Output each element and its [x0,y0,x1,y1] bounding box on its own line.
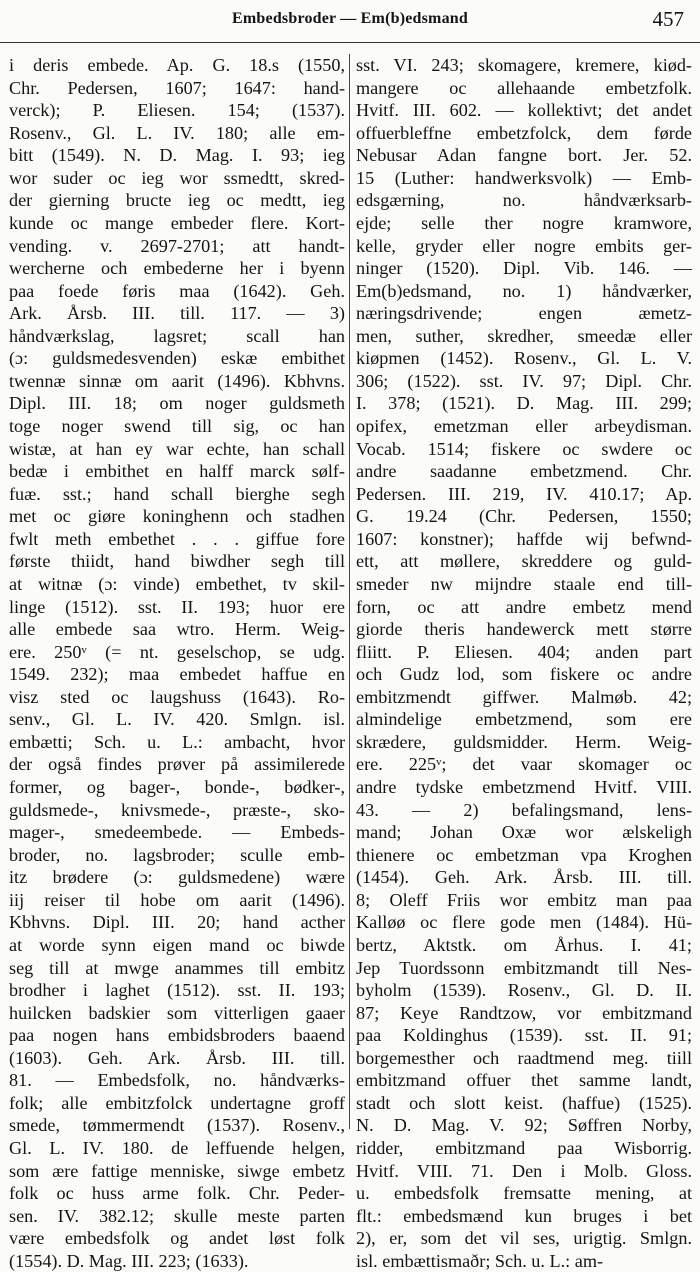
text-line: i deris embede. Ap. G. 18.s (1550, [9,55,345,75]
text-line: bedæ i embithet en halff marck sølf- [9,461,345,482]
text-line: Hvitf. VIII. 71. Den i Molb. Gloss. [356,1160,692,1181]
text-line: wistæ, at han ey war echte, han schall [9,438,345,459]
text-line: G. 19.24 (Chr. Pedersen, 1550; [356,506,692,527]
text-line: første thiidt, hand biwdher segh till [9,551,345,572]
text-line: paa Koldinghus (1539). sst. II. 91; [356,1025,692,1046]
text-line: bertz, Aktstk. om Århus. I. 41; [356,934,692,955]
text-line: ninger (1520). Dipl. Vib. 146. — [356,258,692,279]
text-line: (1603). Geh. Ark. Årsb. III. till. [9,1047,345,1068]
text-line: edsgærning, no. håndværksarb- [356,190,692,211]
text-line: håndværkslag, lagsret; scall han [9,325,345,346]
text-line: ett, att møllere, skreddere og guld- [356,551,692,572]
right-column [356,54,692,1271]
text-line: fwlt meth embethet . . . giffue fore [9,528,345,549]
text-line: at worde synn eigen mand oc biwde [9,934,345,955]
text-line: fliitt. P. Eliesen. 404; anden part [356,641,692,662]
text-line: Kbhvns. Dipl. III. 20; hand acther [9,912,345,933]
column-divider [349,54,350,1129]
text-line: men, suther, skredher, smeedæ eller [356,325,692,346]
text-line: kiøpmen (1452). Rosenv., Gl. L. V. [356,348,692,369]
text-line: embætti; Sch. u. L.: ambacht, hvor [9,731,345,752]
page-number: 457 [652,7,684,31]
text-line: andre tydske embetzmend Hvitf. VIII. [356,777,692,797]
text-line: (1454). Geh. Ark. Årsb. III. till. [356,867,692,888]
text-line: være embedsfolk og andet løst folk [9,1228,345,1249]
text-line: wor suder oc ieg wor ssmedtt, skred- [9,167,345,188]
text-line: alle embede saa wtro. Herm. Weig- [9,619,345,640]
text-line: næringsdrivende; engen æmetz- [356,303,692,324]
left-column [9,54,345,1271]
text-line: sen. IV. 382.12; skulle meste parten [9,1205,345,1226]
text-line: bitt (1549). N. D. Mag. I. 93; ieg [9,145,345,166]
text-line: Chr. Pedersen, 1607; 1647: hand- [9,77,345,98]
text-line: linge (1512). sst. II. 193; huor ere [9,596,345,617]
text-line: 1607: konstner); haffde wij befwnd- [356,528,692,549]
text-line: Jep Tuordssonn embitzmandt till Nes- [356,957,692,978]
text-line: wercherne och embederne her i byenn [9,258,345,279]
text-line: embitzmand offuer thet samme landt, [356,1070,692,1091]
text-line: 43. — 2) befalingsmand, lens- [356,799,692,820]
text-line: der også findes prøver på assimilerede [9,754,345,775]
text-line: skrædere, guldsmidder. Herm. Weig- [356,731,692,752]
header-rule [0,42,700,43]
text-line: Ark. Årsb. III. till. 117. — 3) [9,303,345,324]
text-line: ejde; selle ther nogre kramwore, [356,212,692,233]
text-line: visz sted oc laugshuss (1643). Ro- [9,686,345,707]
text-line: stadt och slott keist. (haffue) (1525). [356,1092,692,1113]
text-line: Em(b)edsmand, no. 1) håndværker, [356,280,692,301]
text-line: iij reiser til hobe om aarit (1496). [9,889,345,910]
text-line: 2), er, som det vil ses, urigtig. Smlgn. [356,1228,692,1249]
text-line: Vocab. 1514; fiskere oc swdere oc [356,438,692,459]
text-line: Gl. L. IV. 180. de leffuende helgen, [9,1138,345,1158]
text-line: Nebusar Adan fangne bort. Jer. 52. [356,145,692,166]
text-line: giorde theris handewerck mett større [356,619,692,640]
text-line: Kalløø oc flere gode men (1484). Hü- [356,912,692,933]
text-line: vending. v. 2697-2701; att handt- [9,235,345,256]
text-line: twennæ sinnæ om aarit (1496). Kbhvns. [9,370,345,391]
text-line: byholm (1539). Rosenv., Gl. D. II. [356,980,692,1001]
text-line: der gierning bructe ieg oc medtt, ieg [9,190,345,211]
text-line: itz brødere (ɔ: guldsmedene) wære [9,867,345,888]
running-title: Embedsbroder — Em(b)edsmand [232,10,468,27]
text-line: N. D. Mag. V. 92; Søffren Norby, [356,1115,692,1136]
text-line: som ære fattige menniske, siwge embetz [9,1160,345,1181]
text-line: brodher i laghet (1512). sst. II. 193; [9,980,345,1001]
text-line: 1549. 232); maa embedet haffue en [9,664,345,685]
text-line: (1554). D. Mag. III. 223; (1633). [9,1250,249,1271]
text-line: broder, no. lagsbroder; sculle emb- [9,844,345,865]
text-line: senv., Gl. L. IV. 420. Smlgn. isl. [9,709,345,730]
text-line: borgemesther och raadtmend meg. tiill [356,1047,692,1068]
text-line: at witnæ (ɔ: vinde) embethet, tv skil- [9,573,345,594]
text-line: I. 378; (1521). D. Mag. III. 299; [356,393,692,414]
text-line: offuerbleffne embetzfolck, dem førde [356,122,692,143]
text-line: opifex, emetzman eller arbeydisman. [356,416,692,436]
text-line: Pedersen. III. 219, IV. 410.17; Ap. [356,483,692,504]
text-line: fuæ. sst.; hand schall bierghe segh [9,483,345,504]
text-line: smeder nw mijndre staale end till- [356,573,692,594]
text-line: almindelige embetzmend, som ere [356,709,692,730]
text-line: u. embedsfolk fremsatte mening, at [356,1183,692,1204]
text-line: Hvitf. III. 602. — kollektivt; det andet [356,100,692,121]
text-line: och Gudz lod, som fiskere oc andre [356,664,692,685]
text-line: 306; (1522). sst. IV. 97; Dipl. Chr. [356,370,692,391]
text-line: kunde oc mange embeder flere. Kort- [9,212,345,233]
text-line: 87; Keye Randtzow, vor embitzmand [356,1002,692,1023]
text-line: 8; Oleff Friis wor embitz man paa [356,889,692,910]
text-line: sst. VI. 243; skomagere, kremere, kiød- [356,55,692,75]
text-line: met oc giøre koninghenn och stadhen [9,506,345,527]
text-line: folk; alle embitzfolck undertagne groff [9,1092,345,1113]
text-line: smede, tømmermendt (1537). Rosenv., [9,1115,345,1136]
text-line: guldsmede-, knivsmede-, præste-, sko- [9,799,345,820]
text-line: 81. — Embedsfolk, no. håndværks- [9,1070,345,1091]
text-line: paa foede føris maa (1642). Geh. [9,280,345,301]
text-line: verck); P. Eliesen. 154; (1537). [9,100,345,121]
text-line: andre saadanne embetzmend. Chr. [356,461,692,482]
text-line: Dipl. III. 18; om noger guldsmeth [9,393,345,414]
text-line: seg till at mwge anammes till embitz [9,957,345,978]
text-line: mand; Johan Oxæ wor ælskeligh [356,822,692,843]
text-line: 15 (Luther: handwerksvolk) — Emb- [356,167,692,188]
text-line: mager-, smedeembede. — Embeds- [9,822,345,843]
text-line: ere. 225ᵛ; det vaar skomager oc [356,754,692,775]
text-line: toge noger swend till sig, oc han [9,416,345,436]
text-line: Rosenv., Gl. L. IV. 180; alle em- [9,122,345,143]
text-line: (ɔ: guldsmedesvenden) eskæ embithet [9,348,345,369]
text-line: paa nogen hans embidsbroders baaend [9,1025,345,1046]
text-line: embitzmendt giffwer. Malmøb. 42; [356,686,692,707]
text-line: thienere oc embetzman vpa Kroghen [356,844,692,865]
text-line: huilcken badskier som vitterligen gaaer [9,1002,345,1023]
text-line: kelle, gryder eller nogre embits ger- [356,235,692,256]
text-line: ridder, embitzmand paa Wisborrig. [356,1138,692,1158]
page-header [0,0,700,40]
text-line: former, og bager-, bonde-, bødker-, [9,777,345,797]
text-line: forn, oc att andre embetz mend [356,596,692,617]
text-line: ere. 250ᵛ (= nt. geselschop, se udg. [9,641,345,662]
text-line: folk oc huss arme folk. Chr. Peder- [9,1183,345,1204]
text-line: mangere oc allehaande embetzfolk. [356,77,692,98]
text-line: isl. embættismaðr; Sch. u. L.: am- [356,1250,604,1271]
text-line: flt.: embedsmænd kun bruges i bet [356,1205,692,1226]
